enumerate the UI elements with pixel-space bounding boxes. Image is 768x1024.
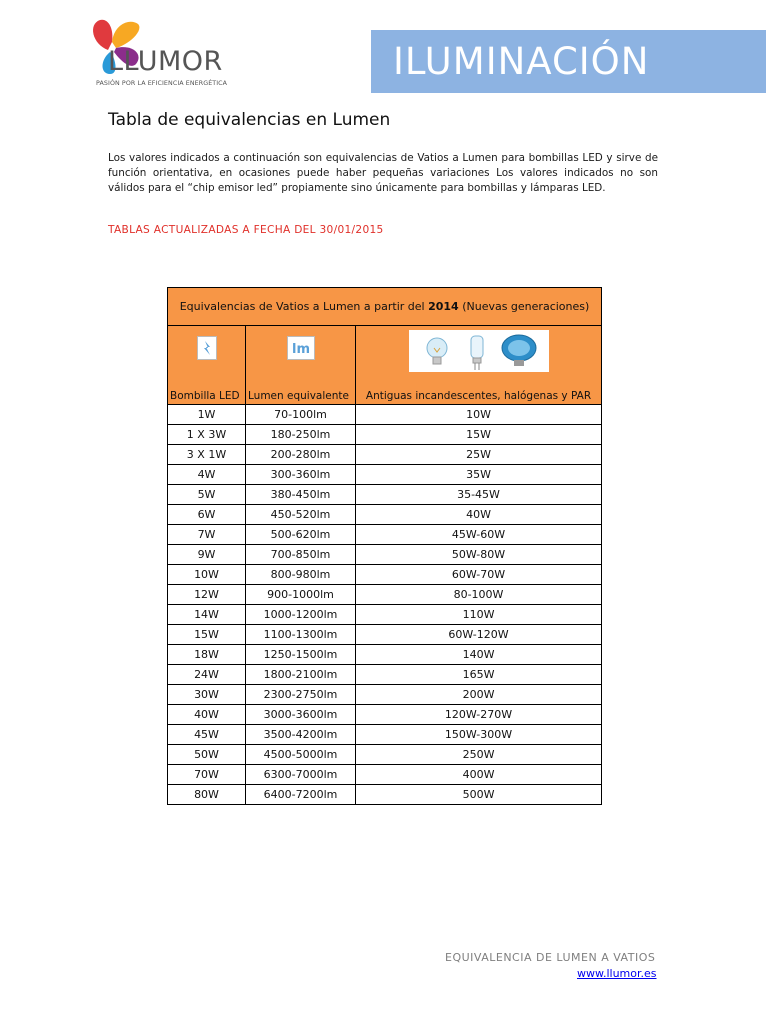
cell-led-watts: 3 X 1W [168, 445, 246, 465]
table-caption [168, 288, 602, 326]
cell-old-watts: 250W [356, 745, 602, 765]
cell-led-watts: 4W [168, 465, 246, 485]
column-header-old-bulbs [356, 326, 602, 405]
cell-led-watts: 50W [168, 745, 246, 765]
page-title: Tabla de equivalencias en Lumen [108, 110, 391, 130]
cell-old-watts: 165W [356, 665, 602, 685]
table-row [168, 765, 602, 785]
cell-led-watts: 6W [168, 505, 246, 525]
cell-led-watts: 18W [168, 645, 246, 665]
cell-lumen-range: 800-980lm [246, 565, 356, 585]
cell-old-watts: 80-100W [356, 585, 602, 605]
column-label-led: Bombilla LED [170, 390, 240, 402]
cell-led-watts: 1 X 3W [168, 425, 246, 445]
table-row [168, 625, 602, 645]
cell-lumen-range: 900-1000lm [246, 585, 356, 605]
table-row [168, 705, 602, 725]
cell-lumen-range: 200-280lm [246, 445, 356, 465]
cell-led-watts: 9W [168, 545, 246, 565]
cell-old-watts: 150W-300W [356, 725, 602, 745]
column-header-led [168, 326, 246, 405]
cell-old-watts: 35-45W [356, 485, 602, 505]
cell-led-watts: 70W [168, 765, 246, 785]
update-notice: TABLAS ACTUALIZADAS A FECHA DEL 30/01/2015 [108, 224, 384, 236]
equivalence-table [167, 287, 602, 805]
cell-led-watts: 1W [168, 405, 246, 425]
cell-old-watts: 35W [356, 465, 602, 485]
cell-old-watts: 110W [356, 605, 602, 625]
cell-lumen-range: 300-360lm [246, 465, 356, 485]
column-header-lumen [246, 326, 356, 405]
cell-led-watts: 7W [168, 525, 246, 545]
cell-old-watts: 50W-80W [356, 545, 602, 565]
cell-lumen-range: 450-520lm [246, 505, 356, 525]
caption-text: Equivalencias de Vatios a Lumen a partir del [179, 300, 429, 313]
cell-old-watts: 140W [356, 645, 602, 665]
cell-led-watts: 40W [168, 705, 246, 725]
cell-old-watts: 60W-70W [356, 565, 602, 585]
lm-icon [287, 336, 315, 360]
cell-old-watts: 400W [356, 765, 602, 785]
table-row [168, 525, 602, 545]
column-label-old-bulbs: Antiguas incandescentes, halógenas y PAR [365, 390, 592, 402]
cell-old-watts: 40W [356, 505, 602, 525]
old-bulbs-icon [409, 330, 549, 372]
cell-lumen-range: 180-250lm [246, 425, 356, 445]
cell-lumen-range: 2300-2750lm [246, 685, 356, 705]
cell-lumen-range: 1000-1200lm [246, 605, 356, 625]
cell-lumen-range: 1100-1300lm [246, 625, 356, 645]
table-row [168, 665, 602, 685]
cell-lumen-range: 6300-7000lm [246, 765, 356, 785]
table-row [168, 745, 602, 765]
cell-lumen-range: 500-620lm [246, 525, 356, 545]
cell-led-watts: 15W [168, 625, 246, 645]
cell-led-watts: 45W [168, 725, 246, 745]
table-row [168, 605, 602, 625]
table-row [168, 645, 602, 665]
cell-lumen-range: 380-450lm [246, 485, 356, 505]
cell-lumen-range: 6400-7200lm [246, 785, 356, 805]
cell-led-watts: 30W [168, 685, 246, 705]
table-row [168, 785, 602, 805]
intro-paragraph: Los valores indicados a continuación son equivalencias de Vatios a Lumen para bombillas LED y sirve de función orientativa, en ocasiones puede haber pequeñas variaciones Los valores indicados no son válidos para el “chip emisor led” propiamente sino únicamente para bombillas y lámparas LED. [108, 152, 658, 194]
cell-lumen-range: 3500-4200lm [246, 725, 356, 745]
cell-led-watts: 5W [168, 485, 246, 505]
cell-lumen-range: 3000-3600lm [246, 705, 356, 725]
cell-lumen-range: 1800-2100lm [246, 665, 356, 685]
section-banner: ILUMINACIÓN [371, 30, 766, 93]
cell-old-watts: 10W [356, 405, 602, 425]
table-row [168, 485, 602, 505]
footer-title: EQUIVALENCIA DE LUMEN A VATIOS [445, 951, 656, 964]
cell-old-watts: 120W-270W [356, 705, 602, 725]
cell-led-watts: 80W [168, 785, 246, 805]
cell-lumen-range: 4500-5000lm [246, 745, 356, 765]
cell-led-watts: 24W [168, 665, 246, 685]
cell-old-watts: 45W-60W [356, 525, 602, 545]
cell-lumen-range: 70-100lm [246, 405, 356, 425]
cell-old-watts: 25W [356, 445, 602, 465]
cell-old-watts: 500W [356, 785, 602, 805]
led-bulb-icon [197, 336, 217, 360]
lm-icon-text: lm [291, 342, 310, 357]
cell-led-watts: 10W [168, 565, 246, 585]
cell-lumen-range: 1250-1500lm [246, 645, 356, 665]
table-row [168, 465, 602, 485]
table-row [168, 585, 602, 605]
table-row [168, 505, 602, 525]
column-label-lumen: Lumen equivalente [248, 390, 349, 402]
caption-year: 2014 [428, 300, 459, 313]
table-row [168, 685, 602, 705]
cell-led-watts: 14W [168, 605, 246, 625]
logo-wordmark: LLUMOR [108, 46, 223, 77]
table-row [168, 545, 602, 565]
cell-old-watts: 200W [356, 685, 602, 705]
table-row [168, 425, 602, 445]
table-row [168, 725, 602, 745]
cell-led-watts: 12W [168, 585, 246, 605]
cell-old-watts: 15W [356, 425, 602, 445]
table-row [168, 405, 602, 425]
footer-website-link[interactable]: www.llumor.es [577, 967, 657, 980]
table-row [168, 445, 602, 465]
caption-suffix: (Nuevas generaciones) [458, 300, 590, 313]
cell-old-watts: 60W-120W [356, 625, 602, 645]
logo-tagline: PASIÓN POR LA EFICIENCIA ENERGÉTICA [96, 80, 228, 87]
cell-lumen-range: 700-850lm [246, 545, 356, 565]
table-row [168, 565, 602, 585]
